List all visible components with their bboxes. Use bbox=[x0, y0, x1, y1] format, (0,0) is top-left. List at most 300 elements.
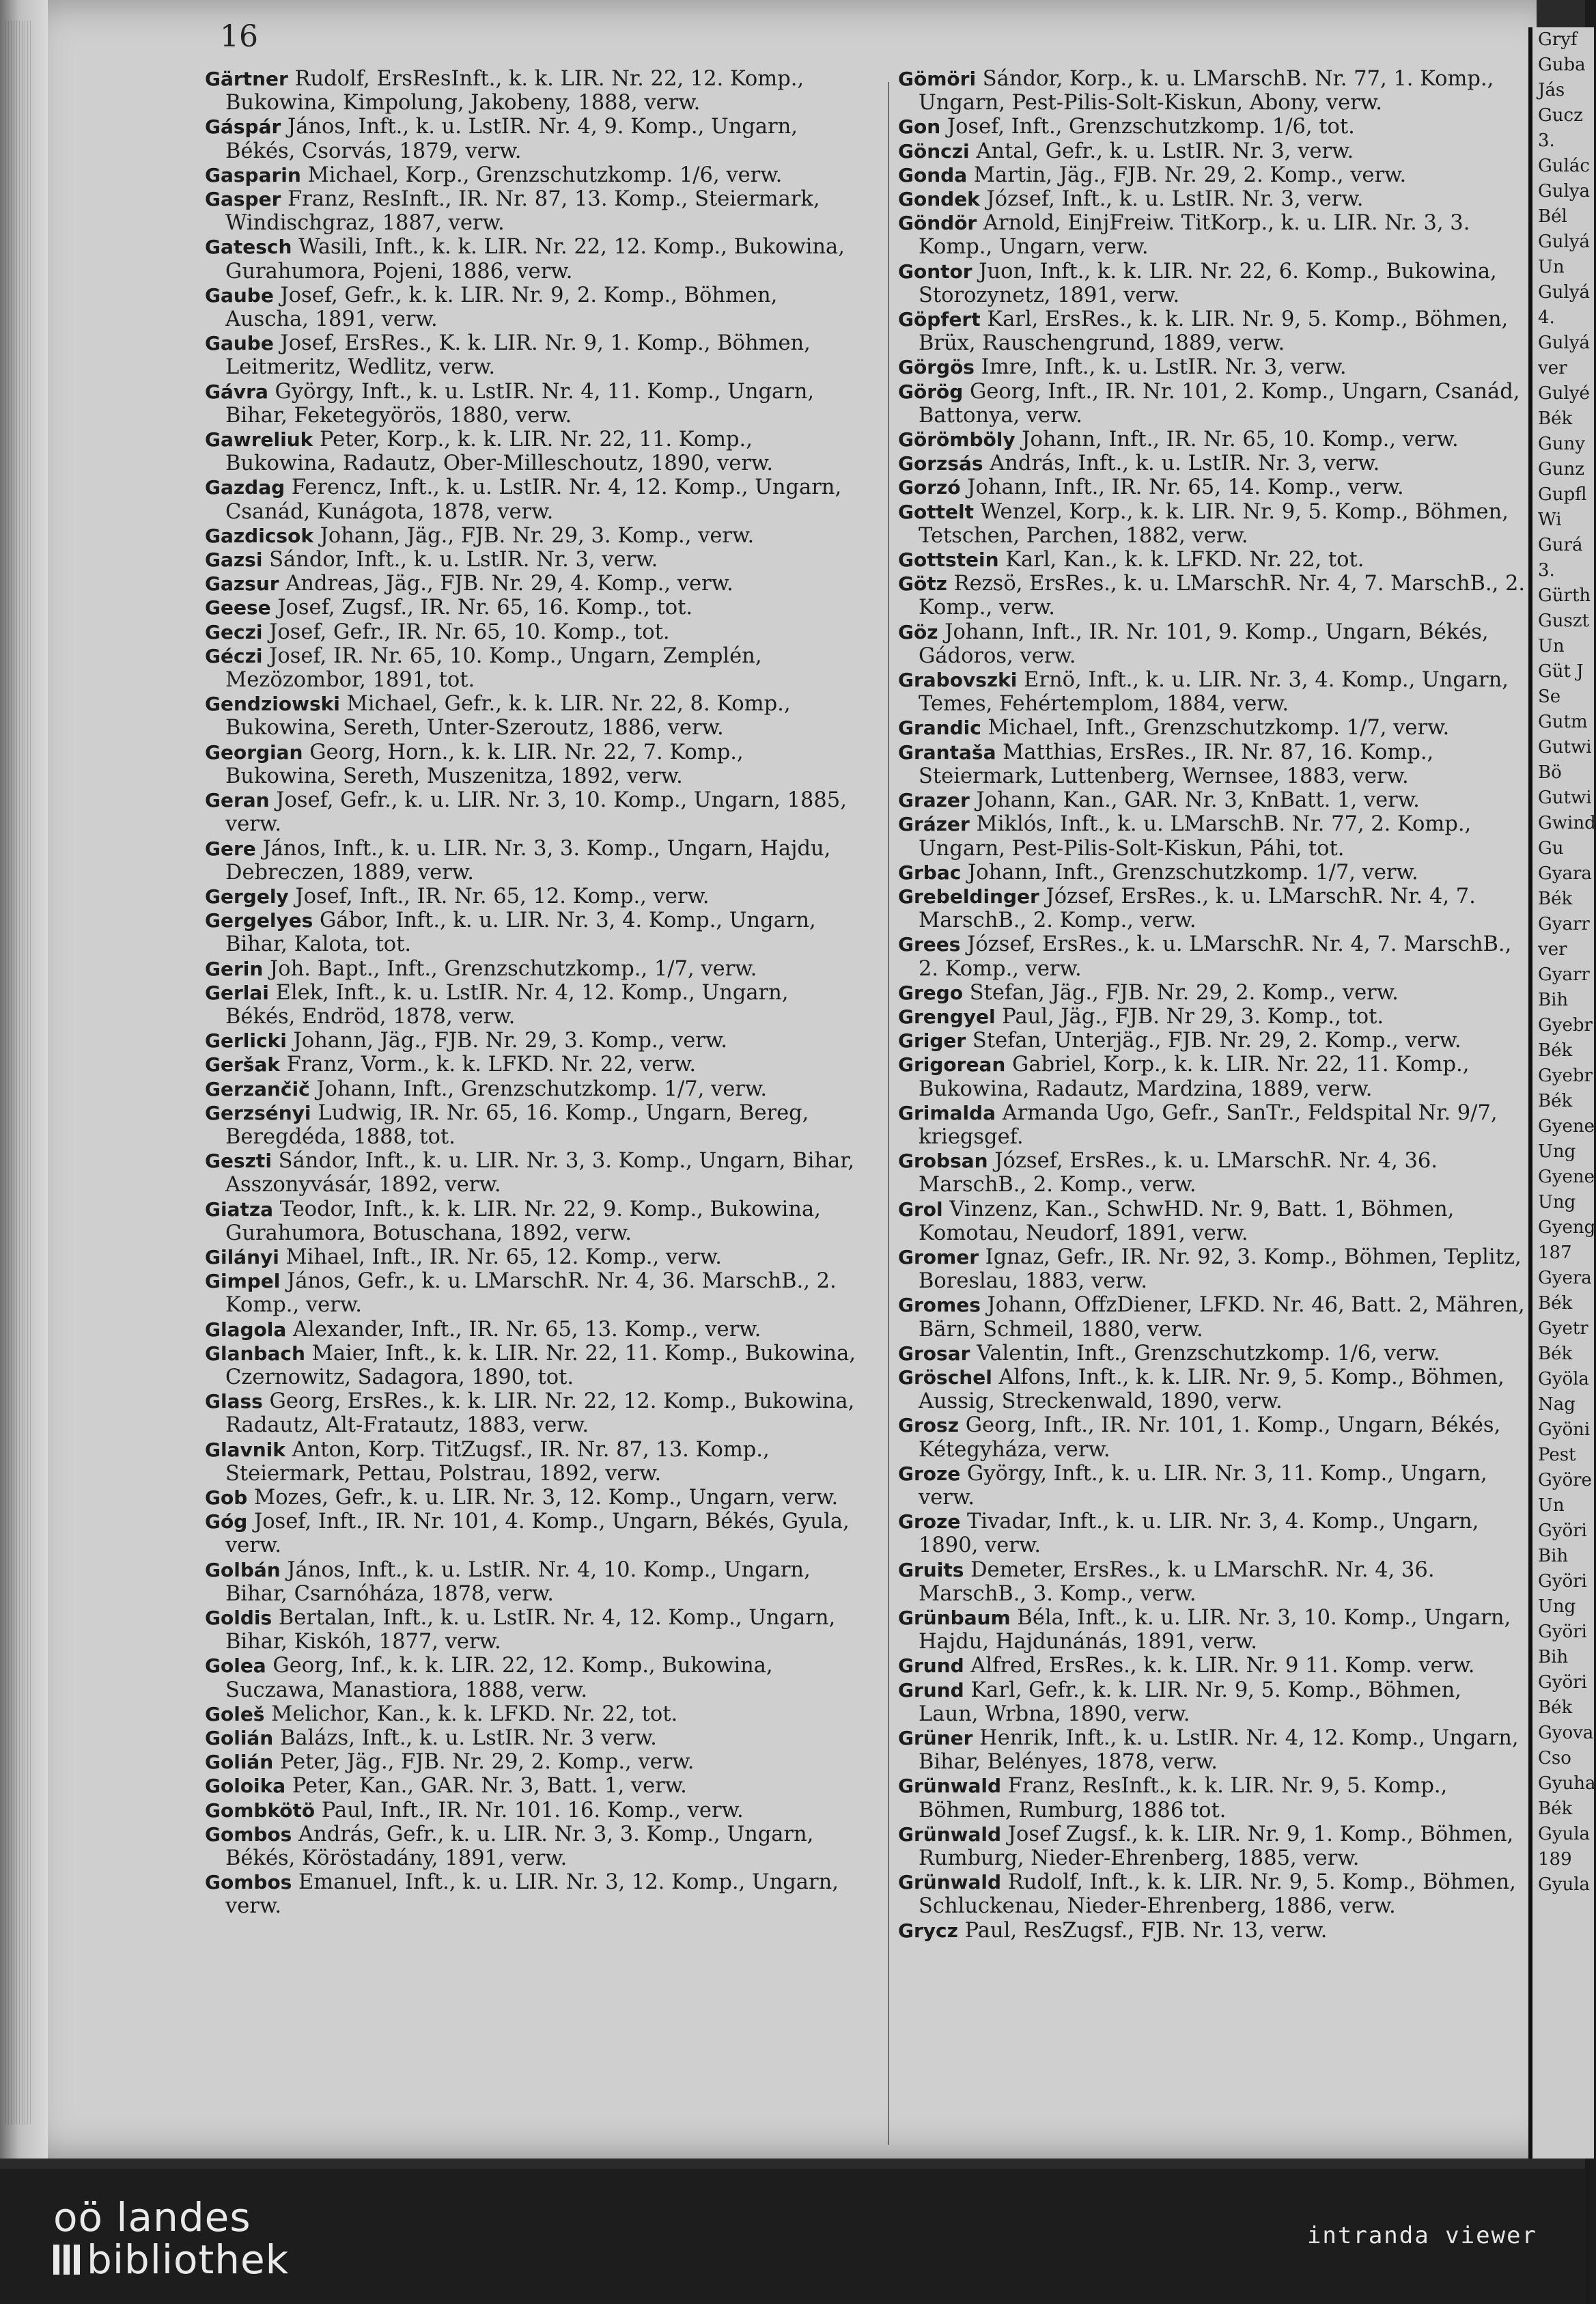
right-column bbox=[898, 67, 1526, 1943]
entry-details: Maier, Inft., k. k. LIR. Nr. 22, 11. Komp., Bukowina, Czernowitz, Sadagora, 1890, tot. bbox=[225, 1341, 856, 1389]
entry-details: Rudolf, ErsResInft., k. k. LIR. Nr. 22, 12. Komp., Bukowina, Kimpolung, Jakobeny, 1888, verw. bbox=[225, 67, 804, 115]
entry-surname: Gávra bbox=[205, 380, 268, 403]
register-entry bbox=[898, 1678, 1526, 1726]
entry-details: Vinzenz, Kan., SchwHD. Nr. 9, Batt. 1, Böhmen, Komotau, Neudorf, 1891, verw. bbox=[919, 1197, 1455, 1245]
entry-details: József, ErsRes., k. u. LMarschR. Nr. 4, 36. MarschB., 2. Komp., verw. bbox=[919, 1149, 1438, 1197]
entry-details: Karl, Gefr., k. k. LIR. Nr. 9, 5. Komp., Böhmen, Laun, Wrbna, 1890, verw. bbox=[919, 1678, 1461, 1726]
register-entry bbox=[898, 355, 1526, 379]
entry-details: György, Inft., k. u. LstIR. Nr. 4, 11. Komp., Ungarn, Bihar, Feketegyörös, 1880, verw. bbox=[225, 379, 815, 428]
entry-surname: Gatesch bbox=[205, 236, 292, 259]
adjacent-page-fragment: 3. bbox=[1538, 560, 1555, 581]
entry-details: Ignaz, Gefr., IR. Nr. 92, 3. Komp., Böhmen, Teplitz, Boreslau, 1883, verw. bbox=[919, 1245, 1522, 1294]
entry-surname: Gontor bbox=[898, 260, 972, 283]
adjacent-page-fragment: Bih bbox=[1538, 1546, 1569, 1566]
adjacent-page-fragment: Gulyé bbox=[1538, 383, 1590, 404]
entry-details: Arnold, EinjFreiw. TitKorp., k. u. LIR. Nr. 3, 3. Komp., Ungarn, verw. bbox=[919, 211, 1470, 260]
entry-surname: Golbán bbox=[205, 1558, 281, 1581]
adjacent-page-fragment: Guba bbox=[1538, 55, 1586, 75]
register-entry bbox=[205, 283, 860, 331]
entry-details: Mozes, Gefr., k. u. LIR. Nr. 3, 12. Komp., Ungarn, verw. bbox=[247, 1485, 839, 1510]
entry-details: Peter, Korp., k. k. LIR. Nr. 22, 11. Komp., Bukowina, Radautz, Ober-Milleschoutz, 1890, verw. bbox=[225, 428, 774, 476]
register-entry bbox=[898, 1005, 1526, 1029]
adjacent-page-fragment: Gu bbox=[1538, 838, 1564, 859]
entry-surname: Gazdicsok bbox=[205, 524, 313, 547]
adjacent-page-fragment: Gyetr bbox=[1538, 1318, 1588, 1339]
register-entry bbox=[205, 1197, 860, 1245]
register-entry bbox=[898, 428, 1526, 452]
entry-surname: Grund bbox=[898, 1678, 964, 1702]
entry-surname: Griger bbox=[898, 1029, 966, 1053]
entry-details: Josef, Gefr., k. k. LIR. Nr. 9, 2. Komp., Böhmen, Auscha, 1891, verw. bbox=[225, 283, 778, 332]
register-entry bbox=[205, 1870, 860, 1918]
register-entry bbox=[205, 1822, 860, 1870]
entry-details: Georg, Horn., k. k. LIR. Nr. 22, 7. Komp., Bukowina, Sereth, Muszenitza, 1892, verw. bbox=[225, 740, 744, 788]
register-entry bbox=[205, 957, 860, 981]
register-entry bbox=[205, 1053, 860, 1077]
adjacent-page-fragment: Gutm bbox=[1538, 712, 1588, 732]
register-entry bbox=[898, 812, 1526, 860]
adjacent-page-fragment: Györe bbox=[1538, 1470, 1592, 1490]
entry-details: Emanuel, Inft., k. u. LIR. Nr. 3, 12. Komp., Ungarn, verw. bbox=[225, 1870, 839, 1919]
entry-details: Josef, IR. Nr. 65, 10. Komp., Ungarn, Zemplén, Mezözombor, 1891, tot. bbox=[225, 643, 762, 693]
entry-details: Melichor, Kan., k. k. LFKD. Nr. 22, tot. bbox=[264, 1702, 678, 1726]
register-entry bbox=[205, 1799, 860, 1822]
register-entry bbox=[898, 740, 1526, 788]
entry-surname: Goleš bbox=[205, 1702, 265, 1725]
entry-surname: Görög bbox=[898, 380, 964, 403]
entry-surname: Gromer bbox=[898, 1245, 979, 1268]
adjacent-page-fragment: 189 bbox=[1538, 1849, 1572, 1870]
entry-surname: Gerzsényi bbox=[205, 1101, 311, 1124]
adjacent-page-fragment: Gutwi bbox=[1538, 737, 1592, 758]
register-entry bbox=[205, 67, 860, 115]
entry-details: Gabriel, Korp., k. k. LIR. Nr. 22, 11. Komp., Bukowina, Radautz, Mardzina, 1889, verw. bbox=[919, 1053, 1470, 1101]
adjacent-page-fragment: Ung bbox=[1538, 1596, 1576, 1617]
register-entry bbox=[898, 1197, 1526, 1245]
library-logo[interactable] bbox=[53, 2196, 289, 2281]
entry-surname: Göndör bbox=[898, 212, 977, 235]
entry-details: Ludwig, IR. Nr. 65, 16. Komp., Ungarn, Bereg, Beregdéda, 1888, tot. bbox=[225, 1100, 809, 1149]
adjacent-page-fragment: Ung bbox=[1538, 1141, 1576, 1162]
register-entry bbox=[205, 596, 860, 620]
entry-details: Josef, Inft., IR. Nr. 101, 4. Komp., Ungarn, Békés, Gyula, verw. bbox=[225, 1510, 850, 1558]
adjacent-page-fragment: Bék bbox=[1538, 889, 1573, 909]
entry-surname: Gáspár bbox=[205, 115, 281, 139]
entry-details: Johann, Inft., Grenzschutzkomp. 1/7, verw. bbox=[309, 1077, 768, 1101]
entry-surname: Göpfert bbox=[898, 308, 981, 331]
adjacent-page-fragment: Bih bbox=[1538, 1647, 1569, 1667]
adjacent-page-fragment: Gurá bbox=[1538, 535, 1583, 555]
entry-details: Franz, ResInft., k. k. LIR. Nr. 9, 5. Komp., Böhmen, Rumburg, 1886 tot. bbox=[919, 1774, 1448, 1822]
entry-surname: Gasper bbox=[205, 188, 281, 211]
register-entry bbox=[205, 1318, 860, 1342]
adjacent-page-fragment: Güt J bbox=[1538, 661, 1584, 682]
register-entry bbox=[898, 163, 1526, 187]
register-entry bbox=[898, 1365, 1526, 1413]
entry-details: Rudolf, Inft., k. k. LIR. Nr. 9, 5. Komp., Böhmen, Schluckenau, Nieder-Ehrenberg, 1886, verw. bbox=[919, 1870, 1516, 1919]
entry-details: Sándor, Inft., k. u. LstIR. Nr. 3, verw. bbox=[262, 548, 658, 572]
register-entry bbox=[898, 1293, 1526, 1341]
adjacent-page-fragment: Bö bbox=[1538, 762, 1562, 783]
entry-surname: Grabovszki bbox=[898, 669, 1018, 692]
entry-surname: Gazsi bbox=[205, 549, 263, 572]
register-entry bbox=[898, 548, 1526, 572]
adjacent-page-fragment: Bék bbox=[1538, 1091, 1573, 1111]
entry-details: Valentin, Inft., Grenzschutzkomp. 1/6, verw. bbox=[970, 1341, 1440, 1365]
adjacent-page-fragment: Bék bbox=[1538, 1293, 1573, 1314]
adjacent-page-fragment: 4. bbox=[1538, 307, 1555, 328]
entry-details: Peter, Jäg., FJB. Nr. 29, 2. Komp., verw. bbox=[273, 1750, 695, 1775]
register-entry bbox=[205, 572, 860, 596]
adjacent-page-fragment: Gyöni bbox=[1538, 1419, 1591, 1440]
adjacent-page-fragment: Pest bbox=[1538, 1445, 1576, 1465]
entry-surname: Georgian bbox=[205, 740, 303, 764]
entry-surname: Gönczi bbox=[898, 139, 970, 163]
entry-details: Josef Zugsf., k. k. LIR. Nr. 9, 1. Komp., Böhmen, Rumburg, Nieder-Ehrenberg, 1885, verw. bbox=[919, 1822, 1514, 1871]
entry-surname: Geršak bbox=[205, 1053, 280, 1077]
entry-surname: Grantaša bbox=[898, 740, 996, 764]
adjacent-page-fragment: Se bbox=[1538, 686, 1561, 707]
entry-details: Karl, ErsRes., k. k. LIR. Nr. 9, 5. Komp., Böhmen, Brüx, Rauschengrund, 1889, verw. bbox=[919, 307, 1509, 356]
adjacent-page-fragment: Ung bbox=[1538, 1192, 1576, 1212]
entry-details: Michael, Gefr., k. k. LIR. Nr. 22, 8. Komp., Bukowina, Sereth, Unter-Szeroutz, 1886, verw. bbox=[225, 692, 791, 740]
entry-surname: Goldis bbox=[205, 1607, 272, 1629]
register-entry bbox=[898, 211, 1526, 259]
register-entry bbox=[205, 1342, 860, 1389]
entry-details: Johann, Kan., GAR. Nr. 3, KnBatt. 1, verw. bbox=[969, 788, 1420, 813]
book-spine bbox=[0, 0, 48, 2159]
entry-surname: Grycz bbox=[898, 1919, 958, 1942]
register-entry bbox=[898, 981, 1526, 1005]
register-entry bbox=[205, 1510, 860, 1557]
adjacent-page-fragment: Gulyá bbox=[1538, 232, 1591, 252]
entry-details: Josef, Inft., IR. Nr. 65, 12. Komp., verw. bbox=[288, 884, 710, 908]
logo-text-line2-row bbox=[53, 2238, 289, 2281]
adjacent-page-fragment: Gyula bbox=[1538, 1874, 1591, 1895]
entry-surname: Grünwald bbox=[898, 1775, 1002, 1798]
adjacent-page-fragment: Gulyá bbox=[1538, 333, 1591, 353]
page-edges bbox=[5, 20, 33, 2124]
register-entry bbox=[898, 1053, 1526, 1100]
adjacent-page-fragment: Gwind bbox=[1538, 813, 1596, 833]
adjacent-page-fragment: Guszt bbox=[1538, 611, 1590, 631]
register-entry bbox=[898, 500, 1526, 548]
entry-details: Anton, Korp. TitZugsf., IR. Nr. 87, 13. Komp., Steiermark, Pettau, Polstrau, 1892, verw. bbox=[225, 1437, 770, 1486]
column-divider bbox=[888, 82, 889, 2145]
entry-surname: Grosz bbox=[898, 1414, 959, 1437]
register-entry bbox=[205, 1486, 860, 1510]
entry-surname: Götz bbox=[898, 572, 947, 596]
register-entry bbox=[205, 1726, 860, 1750]
register-entry bbox=[898, 1101, 1526, 1149]
entry-details: Josef, Gefr., IR. Nr. 65, 10. Komp., tot. bbox=[262, 620, 670, 644]
entry-surname: Glanbach bbox=[205, 1342, 305, 1365]
entry-surname: Gere bbox=[205, 837, 256, 860]
adjacent-page-fragment: Györi bbox=[1538, 1521, 1587, 1541]
adjacent-page-fragment: Un bbox=[1538, 636, 1565, 656]
entry-surname: Grimalda bbox=[898, 1101, 996, 1124]
register-entry bbox=[205, 1269, 860, 1317]
entry-surname: Glavnik bbox=[205, 1438, 285, 1461]
register-entry bbox=[205, 908, 860, 956]
adjacent-page-fragment: Guny bbox=[1538, 434, 1585, 454]
register-entry bbox=[898, 716, 1526, 740]
entry-surname: Gombos bbox=[205, 1871, 292, 1894]
entry-details: Stefan, Unterjäg., FJB. Nr. 29, 2. Komp., verw. bbox=[966, 1029, 1461, 1053]
entry-details: Béla, Inft., k. u. LIR. Nr. 3, 10. Komp., Ungarn, Hajdu, Hajdunánás, 1891, verw. bbox=[919, 1606, 1511, 1654]
entry-surname: Groze bbox=[898, 1462, 961, 1485]
viewer-brand-label: intranda viewer bbox=[1306, 2222, 1537, 2249]
entry-surname: Gergely bbox=[205, 885, 289, 908]
entry-surname: Geran bbox=[205, 789, 270, 812]
entry-details: Johann, Inft., IR. Nr. 65, 10. Komp., verw. bbox=[1015, 428, 1459, 452]
adjacent-page-fragment: Gunz bbox=[1538, 459, 1584, 480]
entry-surname: Gazsur bbox=[205, 572, 279, 596]
entry-surname: Grol bbox=[898, 1197, 943, 1221]
register-entry bbox=[898, 788, 1526, 812]
entry-details: János, Inft., k. u. LIR. Nr. 3, 3. Komp., Ungarn, Hajdu, Debreczen, 1889, verw. bbox=[225, 836, 831, 885]
entry-details: Franz, ResInft., IR. Nr. 87, 13. Komp., Steiermark, Windischgraz, 1887, verw. bbox=[225, 187, 820, 236]
register-entry bbox=[205, 548, 860, 572]
entry-details: Sándor, Inft., k. u. LIR. Nr. 3, 3. Komp., Ungarn, Bihar, Asszonyvásár, 1892, verw. bbox=[225, 1149, 855, 1197]
entry-details: Stefan, Jäg., FJB. Nr. 29, 2. Komp., verw. bbox=[963, 980, 1399, 1005]
entry-surname: Grázer bbox=[898, 813, 970, 836]
entry-details: Martin, Jäg., FJB. Nr. 29, 2. Komp., verw. bbox=[967, 163, 1407, 187]
entry-details: Paul, Inft., IR. Nr. 101. 16. Komp., verw. bbox=[315, 1798, 744, 1822]
register-entry bbox=[205, 1654, 860, 1702]
entry-details: Josef, ErsRes., K. k. LIR. Nr. 9, 1. Komp., Böhmen, Leitmeritz, Wedlitz, verw. bbox=[225, 331, 811, 380]
entry-details: Joh. Bapt., Inft., Grenzschutzkomp., 1/7, verw. bbox=[263, 956, 757, 981]
adjacent-page-fragment: Gyuha bbox=[1538, 1773, 1596, 1794]
adjacent-page-fragment: Gulyá bbox=[1538, 282, 1591, 303]
entry-details: János, Gefr., k. u. LMarschR. Nr. 4, 36. MarschB., 2. Komp., verw. bbox=[225, 1269, 837, 1318]
entry-details: Josef, Gefr., k. u. LIR. Nr. 3, 10. Komp., Ungarn, 1885, verw. bbox=[225, 788, 847, 837]
left-column bbox=[205, 67, 860, 1919]
entry-details: Alexander, Inft., IR. Nr. 65, 13. Komp., verw. bbox=[286, 1317, 761, 1342]
register-entry bbox=[898, 861, 1526, 885]
entry-surname: Grego bbox=[898, 981, 964, 1004]
register-entry bbox=[898, 475, 1526, 499]
entry-surname: Gombos bbox=[205, 1822, 292, 1846]
register-entry bbox=[205, 1389, 860, 1437]
entry-details: Ferencz, Inft., k. u. LstIR. Nr. 4, 12. Komp., Ungarn, Csanád, Kunágota, 1878, verw. bbox=[225, 475, 842, 524]
entry-details: Gábor, Inft., k. u. LIR. Nr. 3, 4. Komp., Ungarn, Bihar, Kalota, tot. bbox=[225, 908, 816, 957]
entry-details: Henrik, Inft., k. u. LstIR. Nr. 4, 12. Komp., Ungarn, Bihar, Belényes, 1878, verw. bbox=[919, 1726, 1519, 1775]
adjacent-page-fragment: Gyarr bbox=[1538, 964, 1590, 985]
register-entry bbox=[898, 1342, 1526, 1365]
entry-details: Antal, Gefr., k. u. LstIR. Nr. 3, verw. bbox=[969, 139, 1354, 163]
register-entry bbox=[898, 1822, 1526, 1870]
entry-details: Mihael, Inft., IR. Nr. 65, 12. Komp., verw. bbox=[279, 1245, 722, 1269]
register-entry bbox=[205, 1606, 860, 1654]
entry-details: Johann, Inft., IR. Nr. 65, 14. Komp., verw. bbox=[960, 475, 1404, 500]
entry-details: Karl, Kan., k. k. LFKD. Nr. 22, tot. bbox=[998, 548, 1364, 572]
entry-surname: Gasparin bbox=[205, 163, 301, 186]
register-entry bbox=[205, 187, 860, 235]
adjacent-page-fragment: Gyarr bbox=[1538, 914, 1590, 934]
adjacent-page-fragment: Gucz bbox=[1538, 105, 1583, 126]
adjacent-page-fragment: Györi bbox=[1538, 1622, 1587, 1642]
entry-surname: Gottelt bbox=[898, 500, 974, 523]
register-entry bbox=[898, 1029, 1526, 1053]
entry-details: Miklós, Inft., k. u. LMarschB. Nr. 77, 2. Komp., Ungarn, Pest-Pilis-Solt-Kiskun, Páhi, tot. bbox=[919, 812, 1472, 861]
entry-details: Paul, ResZugsf., FJB. Nr. 13, verw. bbox=[957, 1918, 1328, 1943]
adjacent-page-fragment: Gyova bbox=[1538, 1723, 1594, 1743]
entry-details: Juon, Inft., k. k. LIR. Nr. 22, 6. Komp., Bukowina, Storozynetz, 1891, verw. bbox=[919, 259, 1497, 307]
viewer-footer bbox=[0, 2169, 1585, 2304]
entry-details: Rezsö, ErsRes., k. u. LMarschR. Nr. 4, 7. MarschB., 2. Komp., verw. bbox=[919, 572, 1526, 620]
entry-surname: Gömöri bbox=[898, 68, 977, 90]
register-entry bbox=[898, 260, 1526, 307]
entry-details: Johann, Inft., Grenzschutzkomp. 1/7, verw. bbox=[961, 860, 1418, 885]
entry-surname: Giatza bbox=[205, 1197, 274, 1221]
register-entry bbox=[898, 1870, 1526, 1918]
entry-surname: Gaube bbox=[205, 283, 274, 307]
adjacent-page-fragment: Bék bbox=[1538, 408, 1573, 429]
entry-details: Georg, ErsRes., k. k. LIR. Nr. 22, 12. Komp., Bukowina, Radautz, Alt-Fratautz, 1883, verw. bbox=[225, 1389, 855, 1438]
entry-surname: Golea bbox=[205, 1654, 266, 1678]
entry-details: Demeter, ErsRes., k. u LMarschR. Nr. 4, 36. MarschB., 3. Komp., verw. bbox=[919, 1557, 1435, 1606]
register-entry bbox=[898, 1774, 1526, 1822]
entry-surname: Gergelyes bbox=[205, 909, 313, 932]
adjacent-page-fragment: Bék bbox=[1538, 1344, 1573, 1364]
adjacent-page-fragment: Cso bbox=[1538, 1748, 1571, 1768]
register-entry bbox=[205, 981, 860, 1029]
entry-details: Josef, Zugsf., IR. Nr. 65, 16. Komp., tot. bbox=[270, 596, 693, 620]
register-entry bbox=[898, 572, 1526, 620]
entry-details: Teodor, Inft., k. k. LIR. Nr. 22, 9. Komp., Bukowina, Gurahumora, Botuschana, 1892, verw. bbox=[225, 1197, 821, 1245]
adjacent-page-fragment: Gulác bbox=[1538, 156, 1590, 176]
register-entry bbox=[205, 163, 860, 187]
register-entry bbox=[205, 885, 860, 908]
register-entry bbox=[205, 115, 860, 163]
register-entry bbox=[205, 1245, 860, 1269]
adjacent-page-fragment: Gyara bbox=[1538, 863, 1592, 884]
adjacent-page-fragment: Jás bbox=[1538, 80, 1565, 100]
entry-surname: Gendziowski bbox=[205, 693, 340, 716]
entry-surname: Golián bbox=[205, 1727, 274, 1750]
register-entry bbox=[205, 1774, 860, 1798]
entry-surname: Gonda bbox=[898, 163, 968, 186]
adjacent-page-fragment: Gyula bbox=[1538, 1824, 1591, 1844]
adjacent-page-fragment: Gryf bbox=[1538, 29, 1578, 50]
entry-details: Franz, Vorm., k. k. LFKD. Nr. 22, verw. bbox=[279, 1053, 697, 1077]
adjacent-page-fragment: Gutwi bbox=[1538, 788, 1592, 808]
entry-details: Tivadar, Inft., k. u. LIR. Nr. 3, 4. Komp., Ungarn, 1890, verw. bbox=[919, 1510, 1479, 1558]
entry-details: Georg, Inft., IR. Nr. 101, 2. Komp., Ungarn, Csanád, Battonya, verw. bbox=[919, 379, 1520, 428]
entry-surname: Gerlai bbox=[205, 981, 269, 1004]
register-entry bbox=[898, 885, 1526, 932]
entry-details: György, Inft., k. u. LIR. Nr. 3, 11. Komp., Ungarn, verw. bbox=[919, 1461, 1487, 1510]
register-entry bbox=[205, 524, 860, 548]
register-entry bbox=[205, 1077, 860, 1101]
entry-details: József, Inft., k. u. LstIR. Nr. 3, verw. bbox=[979, 187, 1364, 212]
register-entry bbox=[898, 1726, 1526, 1774]
entry-surname: Gromes bbox=[898, 1294, 981, 1317]
register-entry bbox=[205, 331, 860, 379]
entry-surname: Gerzančič bbox=[205, 1077, 310, 1100]
register-entry bbox=[898, 668, 1526, 716]
register-entry bbox=[898, 307, 1526, 355]
register-entry bbox=[205, 1029, 860, 1053]
entry-surname: Grebeldinger bbox=[898, 885, 1039, 908]
entry-surname: Grobsan bbox=[898, 1150, 988, 1173]
register-entry bbox=[205, 475, 860, 523]
register-entry bbox=[205, 644, 860, 692]
register-entry bbox=[898, 1510, 1526, 1557]
entry-details: Michael, Inft., Grenzschutzkomp. 1/7, verw. bbox=[981, 716, 1450, 740]
entry-details: Balázs, Inft., k. u. LstIR. Nr. 3 verw. bbox=[273, 1726, 657, 1751]
adjacent-page-fragment: 3. bbox=[1538, 130, 1555, 151]
entry-surname: Göz bbox=[898, 620, 938, 643]
entry-details: Alfred, ErsRes., k. k. LIR. Nr. 9 11. Komp. verw. bbox=[964, 1654, 1475, 1678]
entry-surname: Grazer bbox=[898, 789, 970, 812]
entry-surname: Gorzsás bbox=[898, 452, 983, 475]
entry-details: Peter, Kan., GAR. Nr. 3, Batt. 1, verw. bbox=[285, 1774, 687, 1799]
register-entry bbox=[205, 428, 860, 475]
entry-surname: Geszti bbox=[205, 1150, 272, 1173]
entry-surname: Gimpel bbox=[205, 1270, 281, 1293]
entry-surname: Goloika bbox=[205, 1775, 286, 1798]
entry-surname: Geese bbox=[205, 596, 271, 620]
entry-surname: Gombkötö bbox=[205, 1799, 316, 1822]
entry-details: Alfons, Inft., k. k. LIR. Nr. 9, 5. Komp., Böhmen, Aussig, Streckenwald, 1890, verw. bbox=[919, 1365, 1504, 1414]
entry-details: Andreas, Jäg., FJB. Nr. 29, 4. Komp., verw. bbox=[279, 572, 733, 596]
logo-text-line1: oö landes bbox=[53, 2194, 251, 2240]
register-entry bbox=[205, 380, 860, 428]
entry-surname: Gerlicki bbox=[205, 1029, 287, 1053]
entry-surname: Grosar bbox=[898, 1342, 970, 1365]
entry-details: Johann, Jäg., FJB. Nr. 29, 3. Komp., verw. bbox=[286, 1029, 728, 1053]
register-entry bbox=[898, 1413, 1526, 1461]
adjacent-page-fragment: Györi bbox=[1538, 1571, 1587, 1592]
entry-details: Johann, Jäg., FJB. Nr. 29, 3. Komp., verw. bbox=[313, 523, 755, 548]
entry-details: Armanda Ugo, Gefr., SanTr., Feldspital Nr. 9/7, kriegsgef. bbox=[919, 1100, 1498, 1149]
entry-details: Bertalan, Inft., k. u. LstIR. Nr. 4, 12. Komp., Ungarn, Bihar, Kiskóh, 1877, verw. bbox=[225, 1606, 836, 1654]
entry-surname: Grbac bbox=[898, 861, 962, 884]
register-entry bbox=[205, 1558, 860, 1606]
entry-surname: Grees bbox=[898, 933, 961, 956]
adjacent-page-fragment: Bih bbox=[1538, 990, 1569, 1010]
register-entry bbox=[898, 1558, 1526, 1606]
adjacent-page-fragment: Bél bbox=[1538, 206, 1567, 227]
entry-details: Johann, OffzDiener, LFKD. Nr. 46, Batt. 2, Mähren, Bärn, Schmeil, 1880, verw. bbox=[919, 1293, 1525, 1342]
register-entry bbox=[898, 1149, 1526, 1197]
entry-surname: Grengyel bbox=[898, 1005, 996, 1028]
entry-surname: Gondek bbox=[898, 188, 980, 211]
adjacent-page-fragment: Un bbox=[1538, 257, 1565, 277]
entry-surname: Groze bbox=[898, 1510, 961, 1533]
register-entry bbox=[205, 740, 860, 788]
entry-surname: Grund bbox=[898, 1654, 964, 1678]
register-entry bbox=[898, 452, 1526, 475]
entry-details: Paul, Jäg., FJB. Nr 29, 3. Komp., tot. bbox=[995, 1004, 1384, 1029]
entry-surname: Gawreliuk bbox=[205, 428, 313, 452]
entry-surname: Gottstein bbox=[898, 549, 999, 572]
entry-surname: Grünwald bbox=[898, 1822, 1002, 1846]
entry-surname: Góg bbox=[205, 1510, 248, 1533]
adjacent-page-fragment: Un bbox=[1538, 1495, 1565, 1516]
entry-details: Michael, Korp., Grenzschutzkomp. 1/6, verw. bbox=[300, 163, 783, 187]
entry-details: Johann, Inft., IR. Nr. 101, 9. Komp., Ungarn, Békés, Gádoros, verw. bbox=[919, 620, 1489, 668]
register-entry bbox=[205, 235, 860, 283]
entry-surname: Géczi bbox=[205, 644, 263, 667]
register-entry bbox=[898, 115, 1526, 139]
adjacent-page-fragment: Gyera bbox=[1538, 1268, 1592, 1288]
register-entry bbox=[205, 692, 860, 740]
logo-bars-icon bbox=[53, 2245, 80, 2275]
entry-details: Wasili, Inft., k. k. LIR. Nr. 22, 12. Komp., Bukowina, Gurahumora, Pojeni, 1886, verw. bbox=[225, 235, 845, 283]
